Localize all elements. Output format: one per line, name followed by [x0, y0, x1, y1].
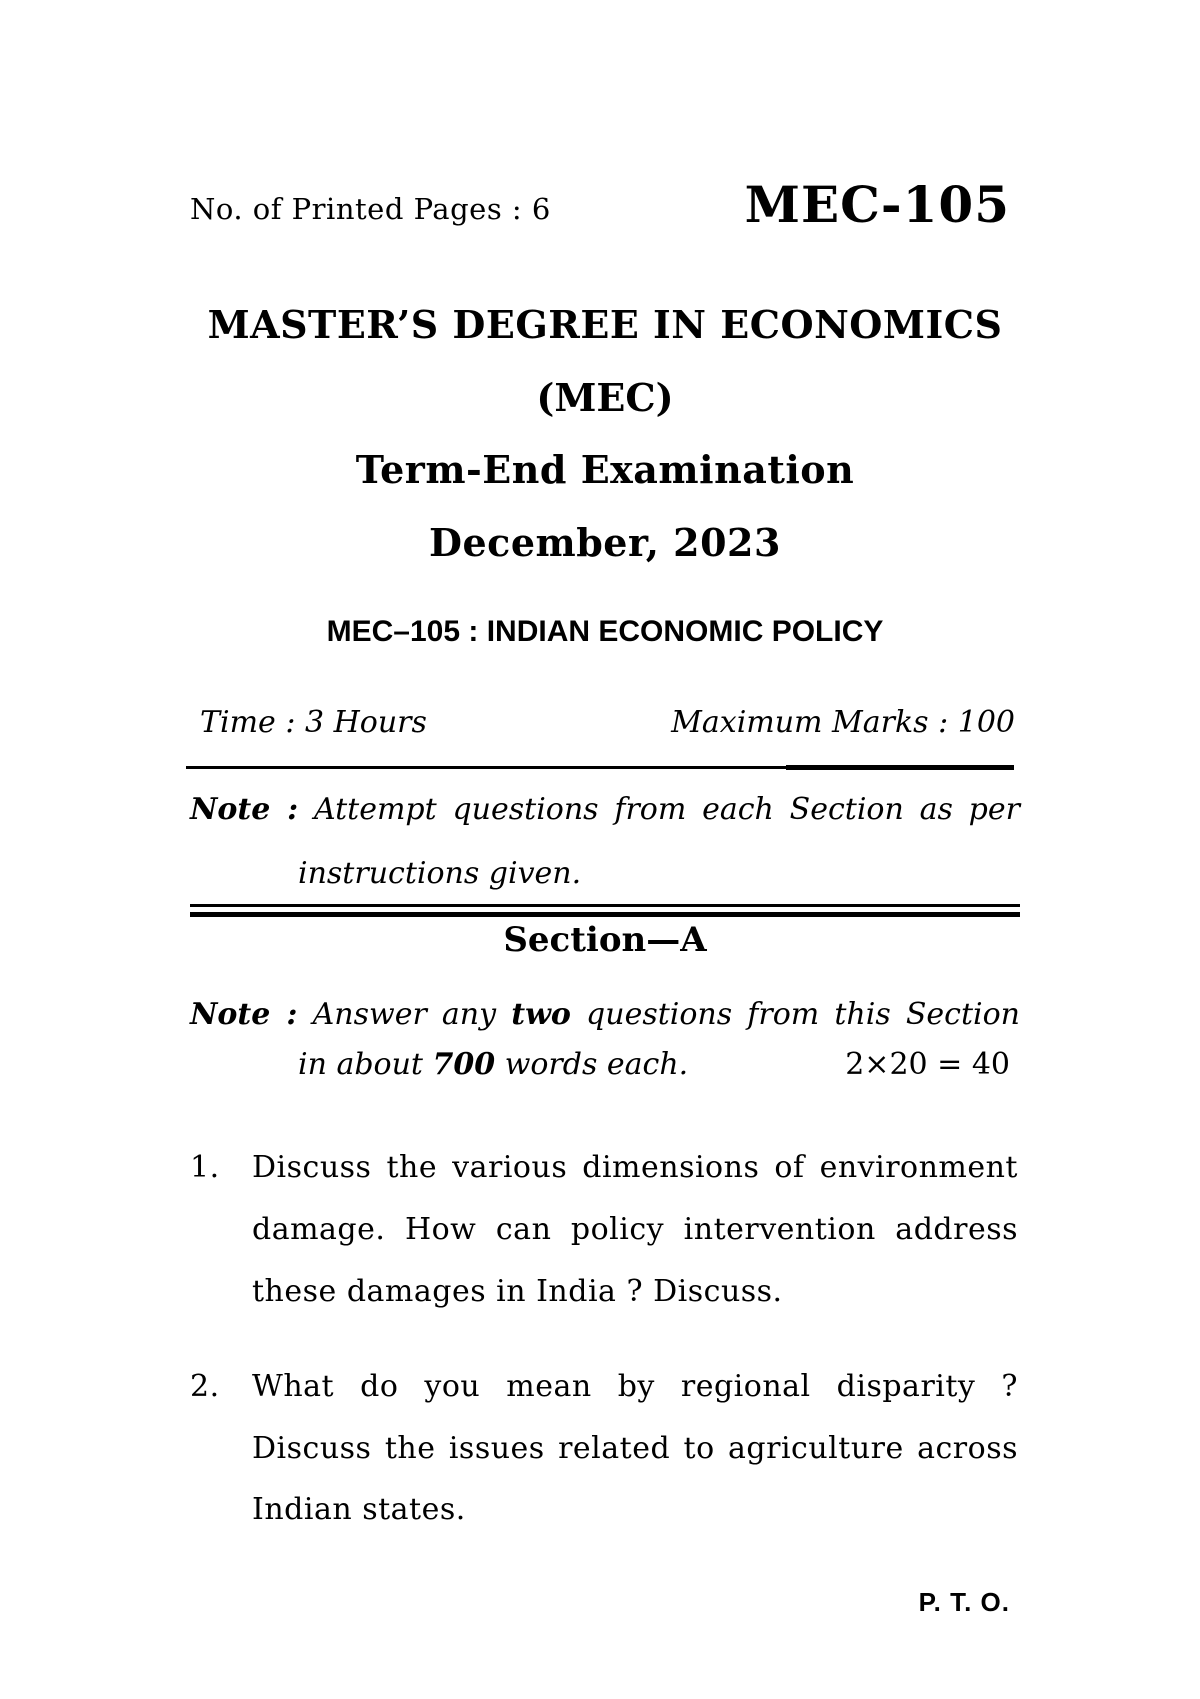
question-text-line: Discuss the issues related to agriculture across: [252, 1431, 1018, 1466]
degree-title: MASTER’S DEGREE IN ECONOMICS: [207, 302, 1003, 347]
please-turn-over: P. T. O.: [918, 1587, 1010, 1617]
question-text-line: What do you mean by regional disparity ?: [252, 1369, 1018, 1404]
question-text-line: damage. How can policy intervention address: [252, 1212, 1018, 1247]
section-note-label: Note :: [190, 997, 298, 1032]
horizontal-rule-thick: [786, 765, 1014, 770]
question-text-line: Discuss the various dimensions of environment: [252, 1150, 1018, 1185]
section-note-emphasis: two: [511, 997, 571, 1032]
programme-code: (MEC): [536, 375, 674, 420]
exam-title: Term-End Examination: [355, 447, 855, 492]
note-label: Note :: [190, 792, 299, 827]
section-a-title: Section—A: [503, 920, 707, 960]
question-text-line: Indian states.: [252, 1492, 466, 1527]
section-a-note: [190, 997, 1020, 1032]
general-note: [190, 792, 1020, 827]
section-note-text-b: questions from this Section: [570, 997, 1020, 1032]
general-note-continued: instructions given.: [298, 856, 582, 891]
question-number: 1.: [190, 1150, 220, 1185]
section-note2-text-b: words each.: [495, 1047, 689, 1082]
section-note-text-a: Answer any: [312, 997, 512, 1032]
double-rule-lower: [190, 912, 1020, 917]
note-text: Attempt questions from each Section as per: [313, 792, 1020, 827]
paper-code: MEC-105: [744, 175, 1010, 234]
section-a-marks: 2×20 = 40: [845, 1047, 1010, 1082]
printed-pages-count: No. of Printed Pages : 6: [190, 192, 551, 226]
exam-session: December, 2023: [429, 520, 781, 565]
section-note2-text-a: in about: [298, 1047, 433, 1082]
maximum-marks: Maximum Marks : 100: [671, 705, 1015, 740]
question-number: 2.: [190, 1369, 220, 1404]
double-rule-upper: [190, 904, 1020, 907]
question-text-line: these damages in India ? Discuss.: [252, 1274, 783, 1309]
section-note2-emphasis: 700: [432, 1047, 496, 1082]
section-a-note-continued: [298, 1047, 698, 1082]
exam-time: Time : 3 Hours: [200, 705, 427, 740]
course-title: MEC–105 : INDIAN ECONOMIC POLICY: [326, 615, 884, 648]
